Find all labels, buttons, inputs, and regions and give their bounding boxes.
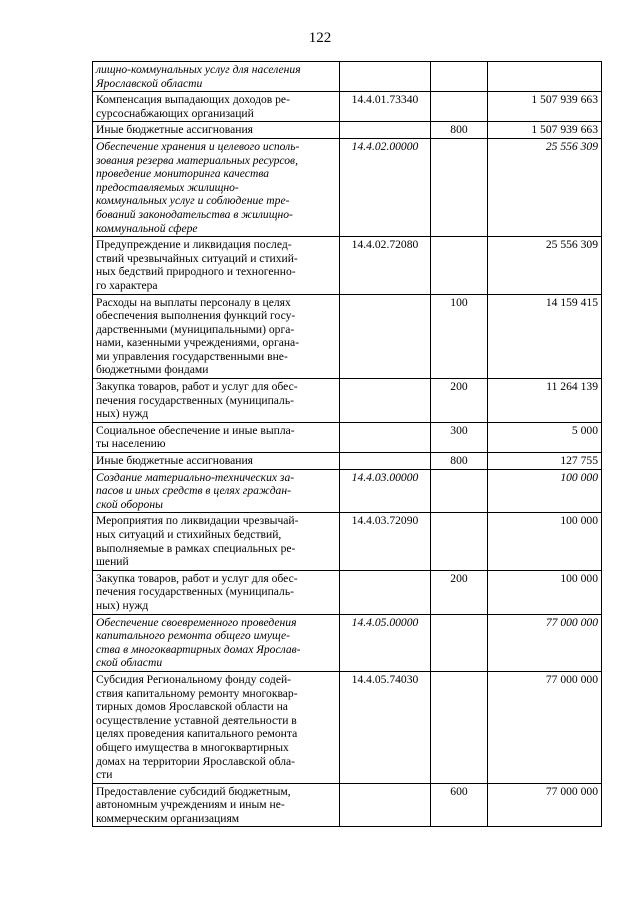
amount-cell: 25 556 309 [488,138,602,236]
expense-name-cell: Создание материально-технических за- пасов и иных средств в целях граждан- ской обороны [93,469,340,513]
amount-cell: 14 159 415 [488,294,602,379]
expense-type-cell: 800 [431,122,488,139]
expense-name-cell: Расходы на выплаты персоналу в целях обеспечения выполнения функций госу- дарственными (муниципальными) орга- нами, казенными учреждениями, органа- ми управления государственными вне- бюджетными фондами [93,294,340,379]
expense-type-cell: 200 [431,379,488,423]
target-code-cell [340,783,431,827]
page-number: 122 [308,30,332,46]
target-code-cell: 14.4.05.74030 [340,671,431,783]
table-row [93,379,602,423]
table-row [93,62,602,92]
amount-cell: 5 000 [488,422,602,452]
target-code-cell [340,122,431,139]
table-row [93,138,602,236]
table-row [93,671,602,783]
expense-type-cell [431,138,488,236]
table-row [93,92,602,122]
amount-cell: 100 000 [488,469,602,513]
amount-cell: 11 264 139 [488,379,602,423]
target-code-cell [340,294,431,379]
expense-type-cell [431,469,488,513]
target-code-cell: 14.4.03.00000 [340,469,431,513]
expense-name-cell: Предоставление субсидий бюджетным, автономным учреждениям и иным не- коммерческим организациям [93,783,340,827]
target-code-cell [340,422,431,452]
expense-type-cell [431,513,488,570]
amount-cell: 1 507 939 663 [488,122,602,139]
expense-type-cell: 100 [431,294,488,379]
expense-name-cell: Закупка товаров, работ и услуг для обес- печения государственных (муниципаль- ных) нужд [93,379,340,423]
expense-type-cell [431,62,488,92]
expense-type-cell: 200 [431,570,488,614]
table-row [93,422,602,452]
amount-cell [488,62,602,92]
table-row [93,783,602,827]
amount-cell: 25 556 309 [488,237,602,294]
table-row [93,237,602,294]
amount-cell: 100 000 [488,570,602,614]
expense-type-cell [431,92,488,122]
expense-name-cell: Иные бюджетные ассигнования [93,453,340,470]
table-row [93,294,602,379]
expense-name-cell: Обеспечение хранения и целевого исполь- зования резерва материальных ресурсов, проведение мониторинга качества предоставляемых жилищно- коммунальных услуг и соблюдение тре- бований законодательства в жилищно- коммунальной сфере [93,138,340,236]
table-row [93,469,602,513]
target-code-cell [340,62,431,92]
expense-name-cell: Иные бюджетные ассигнования [93,122,340,139]
amount-cell: 100 000 [488,513,602,570]
table-row [93,570,602,614]
target-code-cell: 14.4.05.00000 [340,614,431,671]
target-code-cell [340,570,431,614]
table-row [93,513,602,570]
amount-cell: 77 000 000 [488,614,602,671]
expense-type-cell [431,237,488,294]
amount-cell: 77 000 000 [488,783,602,827]
amount-cell: 77 000 000 [488,671,602,783]
target-code-cell: 14.4.02.00000 [340,138,431,236]
target-code-cell: 14.4.03.72090 [340,513,431,570]
expense-name-cell: Субсидия Региональному фонду содей- ствия капитальному ремонту многоквар- тирных домов Ярославской области на осуществление уставной деятельности в целях проведения капитального ремонта общего имущества в многоквартирных домах на территории Ярославской обла- сти [93,671,340,783]
expense-name-cell: Закупка товаров, работ и услуг для обес- печения государственных (муниципаль- ных) нужд [93,570,340,614]
expense-name-cell: Мероприятия по ликвидации чрезвычай- ных ситуаций и стихийных бедствий, выполняемые в рамках специальных ре- шений [93,513,340,570]
expense-type-cell: 600 [431,783,488,827]
target-code-cell [340,453,431,470]
expense-name-cell: Социальное обеспечение и иные выпла- ты населению [93,422,340,452]
target-code-cell: 14.4.01.73340 [340,92,431,122]
amount-cell: 127 755 [488,453,602,470]
expense-name-cell: Предупреждение и ликвидация послед- ствий чрезвычайных ситуаций и стихий- ных бедствий природного и техногенно- го характера [93,237,340,294]
expense-type-cell [431,671,488,783]
budget-table [92,61,602,827]
target-code-cell: 14.4.02.72080 [340,237,431,294]
expense-type-cell: 300 [431,422,488,452]
amount-cell: 1 507 939 663 [488,92,602,122]
budget-table-body [93,62,602,827]
target-code-cell [340,379,431,423]
table-row [93,122,602,139]
expense-type-cell [431,614,488,671]
expense-name-cell: Обеспечение своевременного проведения капитального ремонта общего имуще- ства в многоквартирных домах Ярослав- ской области [93,614,340,671]
table-row [93,453,602,470]
expense-name-cell: Компенсация выпадающих доходов ре- сурсоснабжающих организаций [93,92,340,122]
table-row [93,614,602,671]
expense-name-cell: лищно-коммунальных услуг для населения Ярославской области [93,62,340,92]
expense-type-cell: 800 [431,453,488,470]
